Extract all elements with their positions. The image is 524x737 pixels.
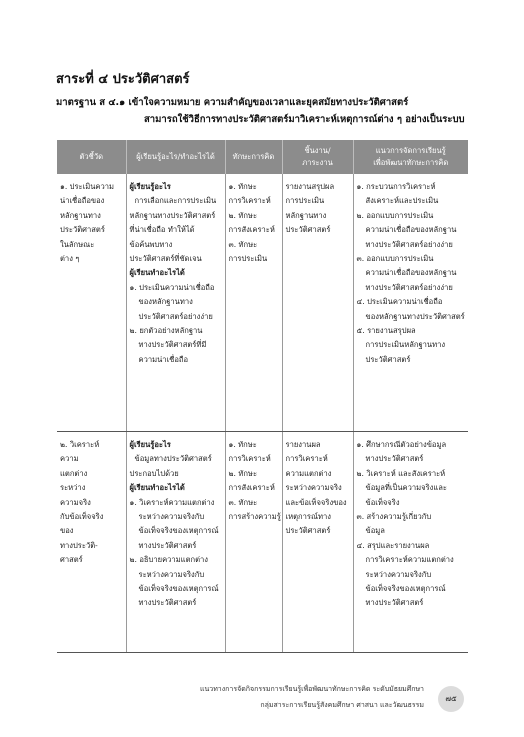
cell-text-line: ข้อเท็จจริง — [365, 497, 400, 507]
cell-text-line: ข้อมูลทางประวัติศาสตร์ — [134, 454, 212, 464]
cell-text-line: ผู้เรียนรู้อะไร — [129, 182, 171, 191]
header-text-line: เพื่อพัฒนาทักษะการคิด — [373, 158, 449, 167]
strand-title: สาระที่ ๔ ประวัติศาสตร์ — [56, 72, 190, 87]
cell-text-line: ของ — [60, 526, 74, 536]
cell-text-line: ๒. อธิบายความแตกต่าง — [129, 555, 209, 565]
cell-text-line: ข้อมูล — [365, 526, 385, 536]
cell-text-line: ประวัติศาสตร์ — [285, 526, 331, 536]
cell-text-line: กับข้อเท็จจริง — [60, 512, 104, 522]
cell-text-line: ผู้เรียนทำอะไรได้ — [129, 483, 185, 493]
cell-text-line: ผู้เรียนรู้อะไร — [129, 440, 171, 449]
cell-text-line: ๒. วิเคราะห์ และสังเคราะห์ — [356, 468, 446, 478]
cell-text-line: ๓. ทักษะ — [228, 497, 258, 507]
cell-approach — [353, 432, 468, 653]
cell-text-line: ๑. ทักษะ — [228, 440, 257, 449]
cell-text-line: หลักฐานทาง — [285, 210, 327, 220]
cell-text-line: ผู้เรียนทำอะไรได้ — [129, 268, 185, 278]
cell-text-line: ๑. วิเคราะห์ความแตกต่าง — [129, 497, 215, 507]
cell-text-line: ต่าง ๆ — [60, 254, 80, 264]
cell-text-line: หลักฐานทางประวัติศาสตร์ — [129, 210, 216, 220]
header-learning — [126, 140, 225, 174]
cell-learning — [126, 432, 225, 653]
cell-text-line: ๒. ยกตัวอย่างหลักฐาน — [129, 326, 203, 336]
cell-text-line: ๓. ออกแบบการประเมิน — [356, 254, 434, 264]
header-work — [282, 140, 353, 174]
cell-text-line: ประวัติศาสตร์ที่ชัดเจน — [129, 254, 202, 264]
cell-text-line: ความน่าเชื่อถือ — [138, 354, 189, 364]
cell-text-line: ของหลักฐานทาง — [138, 297, 193, 307]
cell-work — [282, 174, 353, 432]
cell-text-line: ระหว่างความจริง — [285, 483, 342, 493]
cell-text-line: ประวัติศาสตร์ — [285, 225, 331, 235]
cell-approach — [353, 174, 468, 432]
header-text-line: ผู้เรียนรู้อะไร/ทำอะไรได้ — [136, 152, 215, 161]
cell-text-line: รายงานสรุปผล — [285, 182, 335, 191]
cell-learning — [126, 174, 225, 432]
curriculum-table — [57, 140, 468, 653]
header-text-line: ภาระงาน — [302, 158, 333, 167]
cell-text-line: ข้อเท็จจริงของเหตุการณ์ — [138, 584, 219, 594]
cell-text-line: ข้อเท็จจริงของเหตุการณ์ — [138, 526, 219, 536]
cell-text-line: การประเมินหลักฐานทาง — [365, 340, 446, 350]
cell-text-line: ๑. ประเมินความ — [60, 182, 115, 191]
cell-text-line: ระหว่างความจริงกับ — [138, 512, 205, 522]
header-thinking-skills — [225, 140, 282, 174]
cell-text-line: ทางประวัติศาสตร์ — [138, 540, 197, 550]
cell-text-line: ความจริง — [60, 497, 91, 507]
cell-text-line: ของหลักฐานทางประวัติศาสตร์ — [365, 311, 465, 321]
cell-text-line: ๓. ทักษะ — [228, 239, 258, 249]
table-row — [57, 174, 468, 432]
cell-text-line: เหตุการณ์ทาง — [285, 512, 331, 522]
cell-text-line: ประวัติศาสตร์ — [365, 354, 411, 364]
cell-text-line: ความแตกต่าง — [285, 468, 332, 478]
cell-text-line: ข้อเท็จจริงของเหตุการณ์ — [365, 584, 446, 594]
header-indicator — [57, 140, 126, 174]
cell-text-line: ทางประวัติศาสตร์ — [138, 598, 197, 608]
cell-text-line: ๔. ประเมินความน่าเชื่อถือ — [356, 297, 443, 307]
cell-text-line: ระหว่าง — [60, 483, 86, 493]
cell-text-line: ๑. ศึกษากรณีตัวอย่างข้อมูล — [356, 440, 447, 449]
cell-text-line: ทางประวัติศาสตร์อย่างง่าย — [365, 282, 453, 292]
cell-text-line: และข้อเท็จจริงของ — [285, 497, 347, 507]
table-header-row — [57, 140, 468, 174]
standard-statement — [56, 94, 476, 128]
standard-line-1: มาตรฐาน ส ๔.๑ เข้าใจความหมาย ความสำคัญของเวลาและยุคสมัยทางประวัติศาสตร์ — [56, 97, 409, 108]
cell-text-line: การสร้างความรู้ — [228, 512, 281, 522]
cell-indicator — [57, 174, 126, 432]
header-text-line: ชิ้นงาน/ — [304, 146, 331, 155]
cell-text-line: ความน่าเชื่อถือของหลักฐาน — [365, 225, 457, 235]
header-text-line: ทักษะการคิด — [232, 152, 275, 161]
cell-text-line: การวิเคราะห์ — [228, 196, 271, 206]
cell-text-line: ในลักษณะ — [60, 239, 95, 249]
cell-text-line: ความ — [60, 454, 79, 464]
cell-text-line: การประเมิน — [228, 254, 268, 264]
cell-text-line: การวิเคราะห์ — [285, 454, 328, 464]
cell-thinking-skills — [225, 174, 282, 432]
cell-text-line: ประวัติศาสตร์ — [60, 225, 105, 235]
table-row — [57, 432, 468, 653]
cell-text-line: ทางประวัติศาสตร์อย่างง่าย — [365, 239, 453, 249]
cell-text-line: ๕. รายงานสรุปผล — [356, 326, 416, 336]
cell-text-line: ทางประวัติ- — [60, 540, 98, 550]
cell-text-line: ๑. ทักษะ — [228, 182, 257, 191]
cell-text-line: ศาสตร์ — [60, 555, 83, 565]
cell-text-line: ๑. กระบวนการวิเคราะห์ — [356, 182, 436, 191]
cell-text-line: หลักฐานทาง — [60, 210, 101, 220]
header-text-line: ตัวชี้วัด — [79, 152, 104, 161]
cell-text-line: ๒. ออกแบบการประเมิน — [356, 210, 434, 220]
cell-text-line: ๑. ประเมินความน่าเชื่อถือ — [129, 282, 215, 292]
cell-text-line: ๒. วิเคราะห์ — [60, 440, 100, 449]
standard-line-2: สามารถใช้วิธีการทางประวัติศาสตร์มาวิเคราะห์เหตุการณ์ต่าง ๆ อย่างเป็นระบบ — [144, 114, 465, 125]
cell-text-line: การวิเคราะห์ความแตกต่าง — [365, 555, 454, 565]
cell-text-line: ระหว่างความจริงกับ — [138, 569, 205, 579]
cell-text-line: การสังเคราะห์ — [228, 225, 275, 235]
cell-text-line: ประกอบไปด้วย — [129, 468, 179, 478]
cell-text-line: น่าเชื่อถือของ — [60, 196, 105, 206]
cell-text-line: ข้อค้นพบทาง — [129, 239, 173, 249]
cell-text-line: การวิเคราะห์ — [228, 454, 271, 464]
header-approach — [353, 140, 468, 174]
cell-text-line: รายงานผล — [285, 440, 321, 449]
cell-text-line: ๓. สร้างความรู้เกี่ยวกับ — [356, 512, 432, 522]
cell-text-line: การเลือกและการประเมิน — [134, 196, 217, 206]
cell-text-line: ๒. ทักษะ — [228, 210, 258, 220]
cell-text-line: แตกต่าง — [60, 468, 88, 478]
cell-text-line: ข้อมูลที่เป็นความจริงและ — [365, 483, 447, 493]
cell-text-line: ที่น่าเชื่อถือ ทำให้ได้ — [129, 225, 195, 235]
cell-text-line: ระหว่างความจริงกับ — [365, 569, 432, 579]
cell-text-line: สังเคราะห์และประเมิน — [365, 196, 439, 206]
cell-text-line: ๒. ทักษะ — [228, 468, 258, 478]
cell-thinking-skills — [225, 432, 282, 653]
footer-subject-group: กลุ่มสาระการเรียนรู้สังคมศึกษา ศาสนา และวัฒนธรรม — [260, 701, 424, 709]
cell-text-line: ทางประวัติศาสตร์ — [365, 598, 424, 608]
cell-text-line: ๔. สรุปและรายงานผล — [356, 540, 430, 550]
cell-text-line: การสังเคราะห์ — [228, 483, 275, 493]
cell-text-line: ความน่าเชื่อถือของหลักฐาน — [365, 268, 457, 278]
cell-text-line: ทางประวัติศาสตร์ — [365, 454, 424, 464]
cell-text-line: การประเมิน — [285, 196, 325, 206]
header-text-line: แนวการจัดการเรียนรู้ — [375, 146, 446, 155]
page-number: ๗๕ — [438, 686, 464, 712]
footer-book-title: แนวทางการจัดกิจกรรมการเรียนรู้เพื่อพัฒนาทักษะการคิด ระดับมัธยมศึกษา — [199, 685, 424, 693]
cell-text-line: ประวัติศาสตร์อย่างง่าย — [138, 311, 213, 321]
cell-work — [282, 432, 353, 653]
cell-indicator — [57, 432, 126, 653]
cell-text-line: ทางประวัติศาสตร์ที่มี — [138, 340, 207, 350]
